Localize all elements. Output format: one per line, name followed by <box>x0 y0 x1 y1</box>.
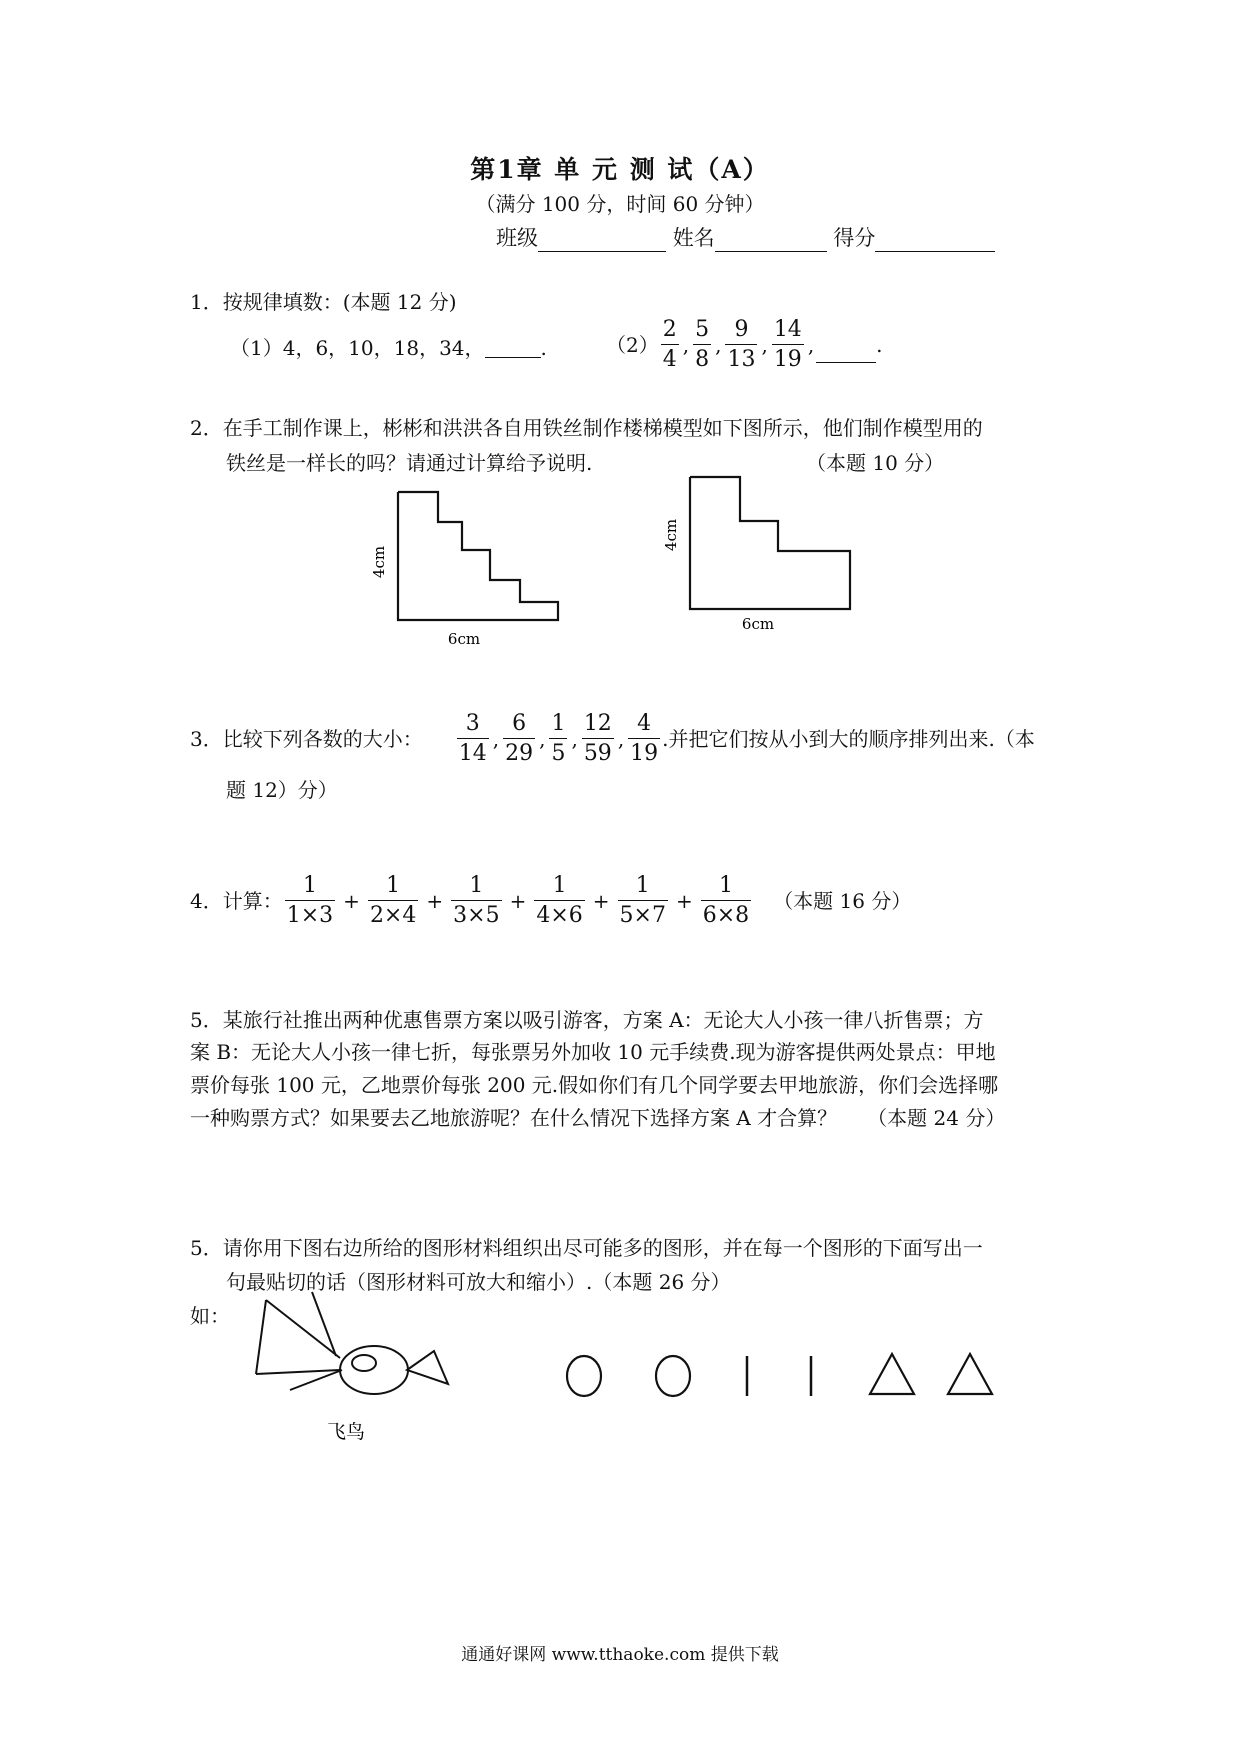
circle-shape <box>656 1356 690 1396</box>
q4-term: $\frac{1}{5\times 7}$ <box>619 873 666 929</box>
q2-line1: 2．在手工制作课上，彬彬和洪洪各自用铁丝制作楼梯模型如下图所示，他们制作模型用的 <box>190 416 983 440</box>
q4-term: $\frac{1}{6\times 8}$ <box>702 873 750 929</box>
q6-line2: 句最贴切的话（图形材料可放大和缩小）.（本题 26 分） <box>226 1270 731 1294</box>
q4-term: $\frac{1}{1\times 3}$ <box>286 873 334 929</box>
plus-sign: + <box>592 888 610 913</box>
fig1-width-label: 6cm <box>447 630 481 648</box>
staircase-outline-1 <box>398 492 558 620</box>
q5-line2: 案 B：无论大人小孩一律七折，每张票另外加收 10 元手续费.现为游客提供两处景点：甲地 <box>190 1040 996 1064</box>
fig2-height-label: 4cm <box>662 518 680 552</box>
class-blank <box>538 229 666 252</box>
name-label: 姓名 <box>672 226 715 250</box>
q5-points: （本题 24 分） <box>867 1106 1006 1130</box>
q1-part2: （2） $\frac{2}{4}$ , $\frac{5}{8}$ , $\frac{9}{13}$ , $\frac{14}{19}$ , . <box>606 317 883 373</box>
q5-line1: 5．某旅行社推出两种优惠售票方案以吸引游客，方案 A：无论大人小孩一律八折售票；方 <box>190 1008 984 1032</box>
name-blank <box>715 229 827 252</box>
q5-line4-text: 一种购票方式？如果要去乙地旅游呢？在什么情况下选择方案 A 才合算？ <box>190 1106 838 1130</box>
q2-points: （本题 10 分） <box>806 451 945 475</box>
q1-fraction: $\frac{5}{8}$ <box>695 317 710 373</box>
triangle-shape <box>948 1354 992 1394</box>
fig2-width-label: 6cm <box>741 615 775 633</box>
q4-term: $\frac{1}{4\times 6}$ <box>536 873 583 929</box>
q4-row <box>190 874 911 927</box>
plus-sign: + <box>675 888 693 913</box>
q1-part2-label: （2） <box>606 332 659 357</box>
bird-wing-line <box>256 1370 340 1374</box>
q3-row: 3．比较下列各数的大小： $\frac{3}{14}$ , $\frac{6}{29}$ , $\frac{1}{5}$ , $\frac{12}{59}$ , $\frac{4}{19}$ .并把它们按从小到大的顺序排列出来.（本 <box>190 711 1035 767</box>
bird-body-ellipse <box>340 1346 408 1394</box>
q3-fraction: $\frac{3}{14}$ <box>458 711 487 767</box>
q3-fraction: $\frac{4}{19}$ <box>630 711 659 767</box>
plus-sign: + <box>509 888 527 913</box>
bird-figure <box>250 1290 470 1450</box>
page-footer: 通通好课网 www.tthaoke.com 提供下载 <box>461 1645 779 1665</box>
q1-part1 <box>230 338 547 358</box>
q5-line4 <box>190 1108 1005 1128</box>
student-info-row <box>496 222 995 252</box>
staircase-figure-2 <box>660 465 870 640</box>
bird-wing-line <box>256 1300 266 1374</box>
plus-sign: + <box>343 888 360 913</box>
bird-caption: 飞鸟 <box>326 1421 366 1443</box>
q1-part1-sequence: 4，6，10，18，34， <box>282 336 485 360</box>
q1-part2-blank <box>816 326 876 363</box>
circle-shape <box>567 1356 601 1396</box>
score-blank <box>875 229 995 252</box>
page-subtitle: （满分 100 分，时间 60 分钟） <box>475 192 765 216</box>
q6-example-label: 如： <box>190 1304 230 1328</box>
q4-term: $\frac{1}{3\times 5}$ <box>453 873 500 929</box>
q4-prompt: 4．计算： <box>190 888 283 913</box>
q1-part1-blank <box>485 339 541 358</box>
bird-beak-triangle <box>407 1351 448 1384</box>
q4-term: $\frac{1}{2\times 4}$ <box>369 873 417 929</box>
q1-fraction: $\frac{14}{19}$ <box>773 317 802 373</box>
q2-line2: 铁丝是一样长的吗？请通过计算给予说明. <box>226 451 593 475</box>
q1-prompt: 1．按规律填数：(本题 12 分) <box>190 290 457 314</box>
q3-prompt: 3．比较下列各数的大小： <box>190 726 423 751</box>
score-label: 得分 <box>833 226 876 250</box>
q3-line2: 题 12）分） <box>226 778 338 802</box>
fig1-height-label: 4cm <box>370 545 388 579</box>
q3-fraction: $\frac{1}{5}$ <box>551 711 566 767</box>
q6-line1: 5．请你用下图右边所给的图形材料组织出尽可能多的图形，并在每一个图形的下面写出一 <box>190 1236 983 1260</box>
q1-fraction: $\frac{2}{4}$ <box>662 317 677 373</box>
q3-fraction: $\frac{12}{59}$ <box>583 711 612 767</box>
q1-part1-label: （1） <box>230 336 283 360</box>
q5-line3: 票价每张 100 元，乙地票价每张 200 元.假如你们有几个同学要去甲地旅游，你们会选择哪 <box>190 1073 999 1097</box>
q1-part2-end: . <box>876 332 883 357</box>
bird-eye-ellipse <box>352 1355 376 1371</box>
class-label: 班级 <box>496 226 538 250</box>
q1-fraction: $\frac{9}{13}$ <box>727 317 756 373</box>
plus-sign: + <box>426 888 444 913</box>
page-title: 第1章 单 元 测 试（A） <box>470 155 770 184</box>
q1-part1-end: . <box>540 336 547 360</box>
shape-materials <box>560 1340 1000 1410</box>
staircase-figure-1 <box>370 480 590 650</box>
staircase-outline-2 <box>690 477 850 609</box>
q3-fraction: $\frac{6}{29}$ <box>505 711 534 767</box>
bird-wing-line <box>266 1300 340 1358</box>
q4-points: （本题 16 分） <box>773 888 912 913</box>
triangle-shape <box>870 1354 914 1394</box>
q3-tail: .并把它们按从小到大的顺序排列出来.（本 <box>662 726 1035 751</box>
